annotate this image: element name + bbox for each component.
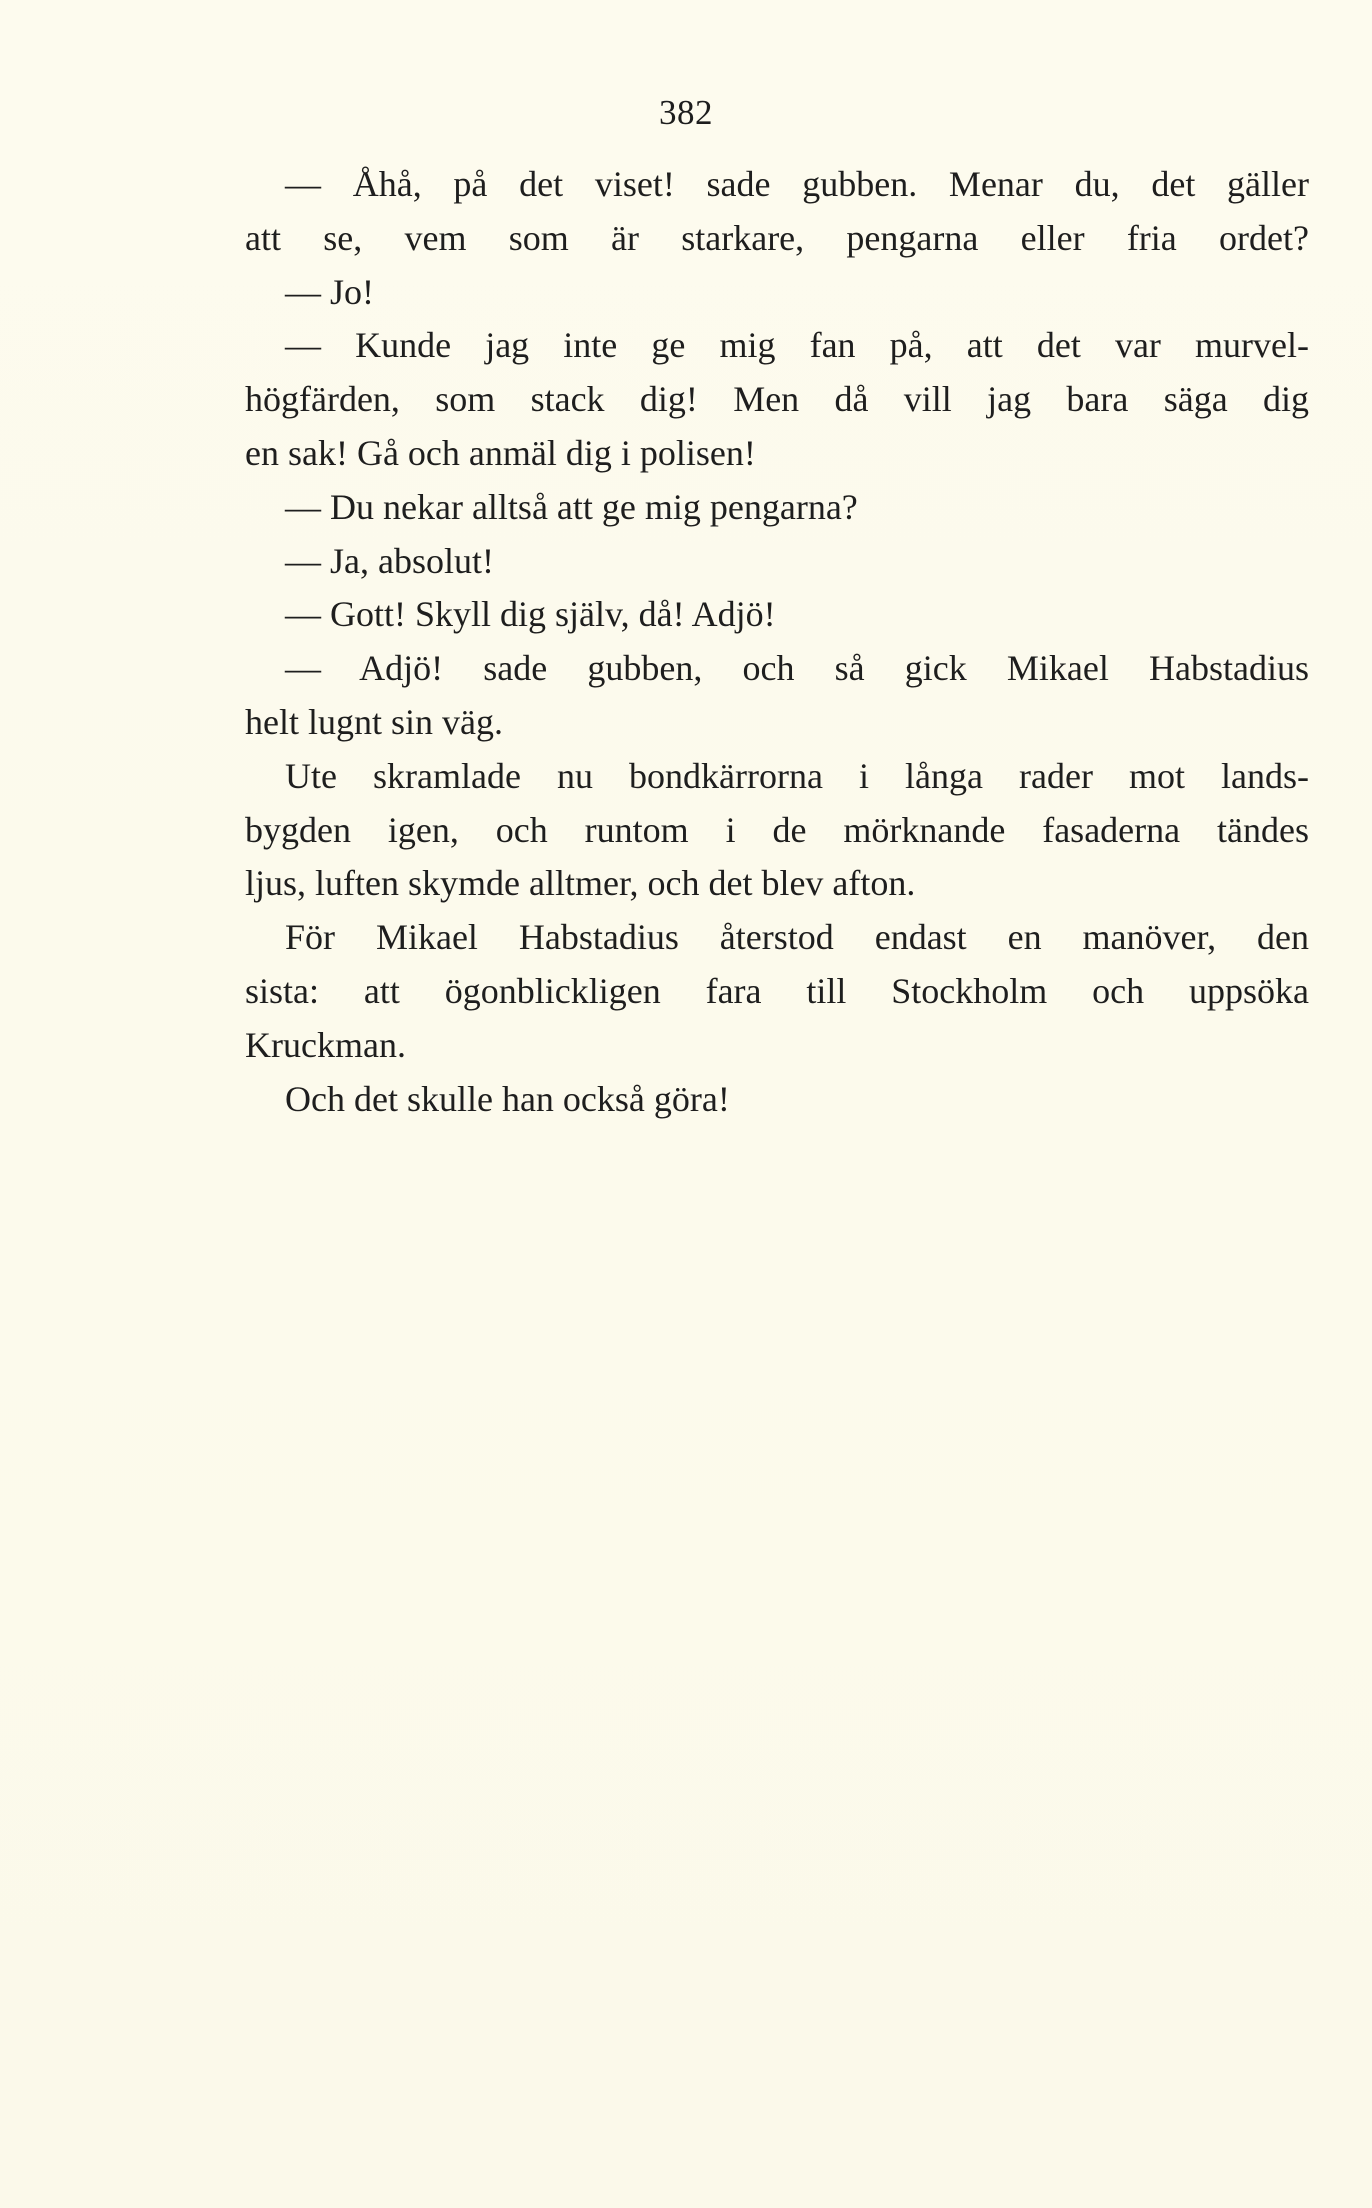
text-line: sista: att ögonblickligen fara till Stockholm och uppsöka (245, 970, 1309, 1011)
text-line: — Adjö! sade gubben, och så gick Mikael Habstadius (285, 648, 1309, 689)
text-line: att se, vem som är starkare, pengarna eller fria ordet? (245, 217, 1309, 258)
page-number: 382 (659, 93, 713, 132)
text-line: — Jo! (285, 271, 374, 312)
text-line: För Mikael Habstadius återstod endast en manöver, den (285, 917, 1309, 958)
text-line: — Ja, absolut! (285, 540, 494, 581)
text-line: Och det skulle han också göra! (285, 1078, 730, 1119)
text-line: — Du nekar alltså att ge mig pengarna? (285, 486, 858, 527)
text-line: högfärden, som stack dig! Men då vill jag bara säga dig (245, 379, 1309, 420)
text-line: helt lugnt sin väg. (245, 701, 503, 742)
body-text (245, 158, 1309, 1126)
text-line: bygden igen, och runtom i de mörknande fasaderna tändes (245, 809, 1309, 850)
text-line: Ute skramlade nu bondkärrorna i långa rader mot lands- (285, 755, 1309, 796)
text-line: — Kunde jag inte ge mig fan på, att det var murvel- (285, 325, 1309, 366)
text-line: en sak! Gå och anmäl dig i polisen! (245, 432, 756, 473)
text-line: ljus, luften skymde alltmer, och det blev afton. (245, 863, 916, 904)
text-line: — Åhå, på det viset! sade gubben. Menar du, det gäller (285, 164, 1309, 204)
text-line: — Gott! Skyll dig själv, då! Adjö! (285, 594, 776, 635)
text-line: Kruckman. (245, 1024, 406, 1065)
